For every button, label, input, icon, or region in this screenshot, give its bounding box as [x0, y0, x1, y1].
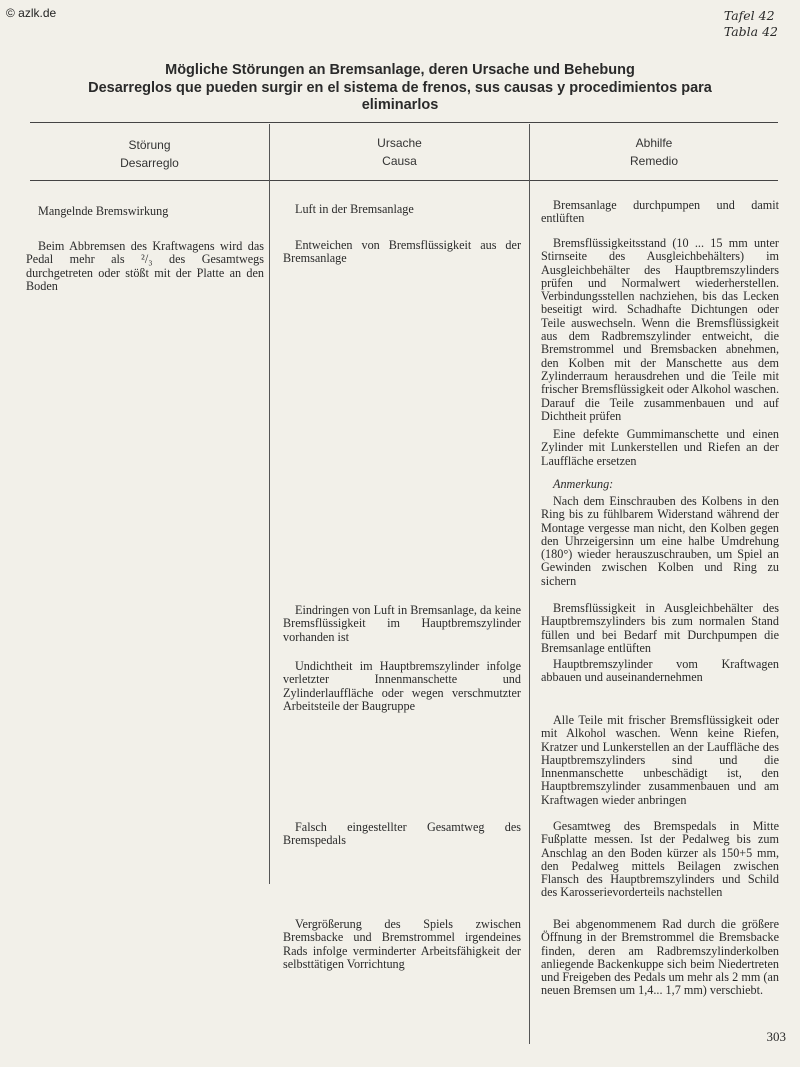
- column-divider-1: [269, 124, 270, 884]
- remedy-note-label: Anmerkung:: [553, 477, 614, 491]
- watermark: © azlk.de: [6, 6, 57, 20]
- remedy-1: Bremsanlage durchpumpen und damit entlüften: [541, 198, 779, 226]
- header-cause-de: Ursache: [377, 136, 422, 150]
- column-divider-2: [529, 124, 530, 1044]
- page-title-de: Mögliche Störungen an Bremsanlage, deren Ursache und Behebung: [165, 62, 635, 78]
- fault-1: Mangelnde Bremswirkung: [38, 204, 169, 218]
- header-bottom-rule: [30, 180, 778, 181]
- header-fault: [30, 136, 269, 172]
- header-remedy-es: Remedio: [629, 154, 679, 168]
- table-number: [724, 8, 778, 40]
- remedy-8: Bei abgenommenem Rad durch die größere Öffnung in der Bremstrommel die Bremsbacke finden, deren am Radbremszylinderkolben anliegende Backenkuppe sich beim Niedertreten und Freigeben des Pedals um mehr als 2 mm (an neuen Bremsen um 1,4... 1,7 mm) verschiebt.: [541, 917, 779, 998]
- remedy-5: Hauptbremszylinder vom Kraftwagen abbauen und auseinandernehmen: [541, 657, 779, 685]
- remedy-7: Gesamtweg des Bremspedals in Mitte Fußplatte messen. Ist der Pedalweg bis zum Anschlag an den Boden kürzer als 150+5 mm, den Pedalweg mittels Beilagen zwischen Flansch des Hauptbremszylinders und Schild des Karosserievorderteils nachstellen: [541, 819, 779, 900]
- cause-5: Falsch eingestellter Gesamtweg des Bremspedals: [283, 820, 521, 848]
- remedy-6: Alle Teile mit frischer Bremsflüssigkeit oder mit Alkohol waschen. Wenn keine Riefen, Kratzer und Lunkerstellen an der Lauffläche des Hauptbremszylinders sind und die Innenmanschette unbeschädigt ist, den Hauptbremszylinder zusammenbauen und am Kraftwagen wieder anbringen: [541, 713, 779, 807]
- cause-6: Vergrößerung des Spiels zwischen Bremsbacke und Bremstrommel irgendeines Rads infolge verminderter Arbeitsfähigkeit der selbsttätigen Vorrichtung: [283, 917, 521, 971]
- header-remedy: [530, 134, 778, 170]
- cause-3: Eindringen von Luft in Bremsanlage, da keine Bremsflüssigkeit im Hauptbremszylinder vorhanden ist: [283, 603, 521, 644]
- header-fault-es: Desarreglo: [120, 156, 179, 170]
- cause-1: Luft in der Bremsanlage: [295, 202, 414, 216]
- cause-2: Entweichen von Bremsflüssigkeit aus der Bremsanlage: [283, 238, 521, 266]
- cause-4: Undichtheit im Hauptbremszylinder infolge verletzter Innenmanschette und Zylinderlauffläche oder wegen verschmutzter Arbeitsteile der Baugruppe: [283, 659, 521, 713]
- header-fault-de: Störung: [128, 138, 171, 152]
- remedy-note: Nach dem Einschrauben des Kolbens in den Ring bis zu fühlbarem Widerstand während der Montage vergesse man nicht, den Kolben gegen den Uhrzeigersinn um eine halbe Umdrehung (180°) wieder herauszuschrauben, um Spiel an Gewinden zwischen Kolben und Ring zu sichern: [541, 494, 779, 588]
- header-cause-es: Causa: [382, 154, 417, 168]
- remedy-3: Eine defekte Gummimanschette und einen Zylinder mit Lunkerstellen und Riefen an der Lauffläche ersetzen: [541, 427, 779, 468]
- page-number: 303: [766, 1029, 786, 1044]
- remedy-2: Bremsflüssigkeitsstand (10 ... 15 mm unter Stirnseite des Ausgleichbehälters) im Ausgleichbehälter des Hauptbremszylinders prüfen und Normalwert wiederherstellen. Verbindungsstellen nachziehen, bis das Lecken beseitigt wird. Schadhafte Dichtungen oder Teile auswechseln. Wenn die Bremsflüssigkeit aus dem Radbremszylinder entweicht, die Bremstrommel und Bremsbacken abnehmen, den Kolben mit der Manschette aus dem Zylinderraum herausdrehen und die Teile mit frischer Bremsflüssigkeit oder Alkohol waschen. Darauf die Teile zusammenbauen und auf Dichtheit prüfen: [541, 236, 779, 423]
- header-remedy-de: Abhilfe: [635, 136, 673, 150]
- remedy-4: Bremsflüssigkeit in Ausgleichbehälter des Hauptbremszylinders bis zum normalen Stand füllen und bei Bedarf mit Durchpumpen die Bremsanlage entlüften: [541, 601, 779, 655]
- header-cause: [270, 134, 529, 170]
- page-title-es: Desarreglos que pueden surgir en el sistema de frenos, sus causas y procedimientos para eliminarlos: [88, 80, 712, 113]
- table-number-es: Tabla 42: [723, 24, 778, 39]
- table-top-rule: [30, 122, 778, 123]
- fault-2: Beim Abbremsen des Kraftwagens wird das Pedal mehr als ²/₃ des Gesamtwegs durchgetreten oder stößt mit der Platte an den Boden: [26, 239, 264, 293]
- table-number-de: Tafel 42: [723, 8, 775, 23]
